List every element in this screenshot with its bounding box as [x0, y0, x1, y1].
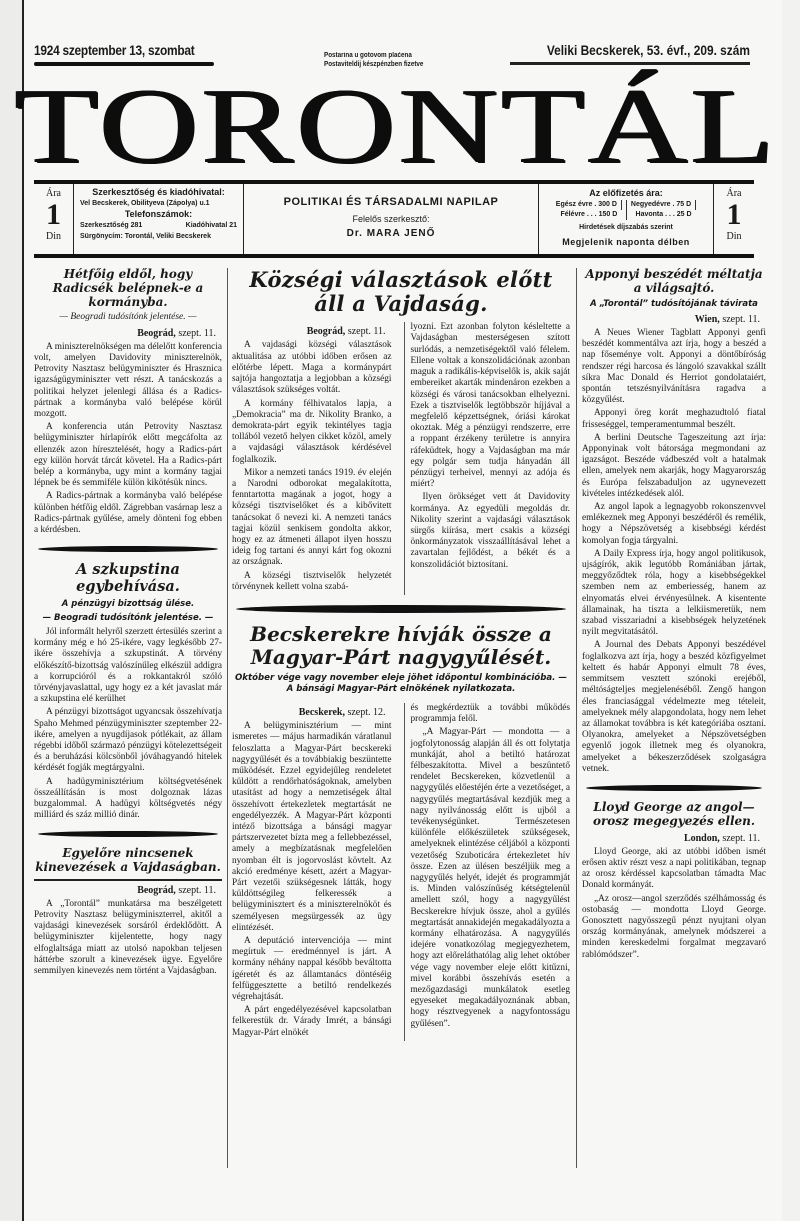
- price-amount: 1: [726, 198, 742, 231]
- paper-subtitle: POLITIKAI ÉS TÁRSADALMI NAPILAP: [283, 196, 499, 208]
- article-kicker: — Beogradi tudósítónk jelentése. —: [42, 612, 214, 623]
- paragraph: A miniszterelnökségen ma délelőtt konferencia volt, amelyen Davidovity miniszterelnök, Petrovity Nasztasz belügyminiszter és Hrasznica igazságügyminiszter vett részt. A tanácskozás a politikai helyzet jelenlegi állása és a Radics-pártnak a kormányba való belépése körül mozgott.: [34, 341, 222, 420]
- editor-label: Felelős szerkesztő:: [352, 214, 430, 224]
- subscription-title: Az előfizetés ára:: [589, 188, 663, 198]
- paragraph: A hadügyminisztérium költségvetésének összeállításán is most dolgoznak lázas buzgalommal. A hadügyi költségvetés négy milliárd és száz millió dinár.: [34, 776, 222, 821]
- dateline-date: szept. 11.: [722, 832, 760, 844]
- article-headline: Apponyi beszédét méltatja a világsajtó.: [585, 267, 763, 295]
- subtitle-box: [244, 184, 539, 254]
- price-amount: 1: [46, 198, 61, 231]
- article-lloyd-george: [582, 801, 766, 961]
- section-divider: [38, 546, 218, 552]
- article-headline: Hétfőig eldől, hogy Radicsék belépnek-e a kormányba.: [52, 267, 204, 309]
- postage-line-2: Postaviteldij készpénzben fizetve: [324, 61, 424, 68]
- dateline-date: szept. 11.: [722, 313, 760, 325]
- dateline-date: szept. 11.: [178, 884, 216, 896]
- newspaper-title: TORONTÁL: [14, 67, 778, 186]
- article-kicker: — Beogradi tudósítónk jelentése. —: [59, 312, 197, 323]
- paragraph: A Neues Wiener Tagblatt Apponyi genfi beszédét kommentálva azt írja, hogy a beszéd a nap főseménye volt. Apponyi a döntőbíróság rendszer régi harcosa és lángoló szavakkal szállt síkra Mac Donald és Herriot gondolataiért, spontán tetszésnyilvánításra ragadva a közgyűlést.: [582, 328, 766, 406]
- price-box-right: [714, 184, 754, 254]
- article-dateline: [34, 328, 216, 339]
- article-dateline: [582, 833, 760, 844]
- article-radics: [34, 268, 222, 536]
- section-divider: [236, 605, 566, 613]
- right-column: [582, 268, 766, 963]
- dateline-date: szept. 11.: [347, 326, 386, 338]
- dateline-city: Beográd,: [137, 884, 176, 896]
- postage-line-1: Postarina u gotovom plaćena: [324, 52, 412, 59]
- article-headline: A szkupstina egybehívása.: [76, 561, 180, 595]
- paragraph: Az angol lapok a legnagyobb rokonszenvvel emlékeznek meg Apponyi beszédéről és remélik, hogy a Népszövetség a kisebbségi kérdést komolyan fogja tárgyalni.: [582, 502, 766, 546]
- article-dateline: [582, 314, 760, 325]
- article-lead: Október vége vagy november eleje jöhet időpontul kombinációba. — A bánsági Magyar-Párt elnökének nyilatkozata.: [234, 672, 568, 694]
- contact-address: Vel Becskerek, Obilityeva (Zápolya) u.1: [80, 200, 210, 207]
- section-divider: [586, 785, 762, 791]
- paragraph: „Az orosz—angol szerződés szélhámosság és ostobaság — mondotta Lloyd George. Gonosztett nagyösszegű pénzt nyujtani olyan ország kormányának, amelynek módszerei a minden kereskedelmi forgalmat megzavaró rablómódszer”.: [582, 893, 766, 960]
- column-divider: [227, 268, 228, 1168]
- paragraph: Apponyi öreg korát meghazudtoló fiatal frisseséggel, temperamentummal beszélt.: [582, 408, 766, 430]
- article-headline: Becskerekre hívják össze a Magyar-Párt nagygyűlését.: [250, 621, 552, 669]
- issue-number: Veliki Becskerek, 53. évf., 209. szám: [546, 42, 750, 58]
- header-info-band: [34, 180, 754, 258]
- paragraph: A községi tisztviselők helyzetét törvénynek kellett volna szabá-: [232, 570, 392, 592]
- paragraph: A deputáció intervenciója — mint megírtuk — eredménnyel is járt. A kormány néhány nappal később beváltotta ígéretét és az államtanács döntéséig felfüggesztette a betiltó rendelkezés végrehajtását.: [232, 936, 392, 1003]
- article-headline: Községi választások előtt áll a Vajdaság.: [249, 267, 553, 317]
- paragraph: A vajdasági községi választások aktualitása az utóbbi időben erősen az előtérbe lépett. Maga a kormánypárt sajtója hangoztatja a legjobban a községi választások szükséges voltát.: [232, 340, 392, 396]
- article-kicker: A „Torontál” tudósítójának távirata: [590, 298, 758, 309]
- article-headline: Lloyd George az angol—orosz megegyezés ellen.: [592, 799, 756, 828]
- article-kozsegi-valasztasok: [232, 268, 570, 595]
- column-divider: [576, 268, 577, 1168]
- article-dateline: [34, 885, 216, 896]
- subscription-box: [539, 184, 714, 254]
- newspaper-page: [14, 0, 782, 1221]
- dateline-date: szept. 12.: [347, 706, 386, 718]
- phones-title: Telefonszámok:: [124, 209, 193, 219]
- paragraph: Jól informált helyről szerzett értesülés szerint a kormány még e hó 25-ikére, vagy legkésőbb 27-ikére összehívja a szkupstinát. A törvény előkészítő-bizottság valószínűleg elkészül addigra a korrupcióról és a rokkantakról szóló törvényjavaslattal, ugy hogy ez a két javaslat már a szkupstina elé kerülhet: [34, 627, 222, 705]
- paragraph: A pénzügyi bizottságot ugyancsak összehívatja Spaho Mehmed pénzügyminiszter szeptember 22-ikére, amelyen a nyugdíjasok pótlékait, az állam régebbi időből származó pénzügyi kötelezettségeit és a beruházási kölcsönből jóváhagyandó hitelek kérdését fogják megtárgyalni.: [34, 707, 222, 774]
- dateline-city: Beográd,: [306, 326, 346, 338]
- article-headline: Egyelőre nincsenek kinevezések a Vajdaságban.: [35, 846, 221, 875]
- article-dateline: [232, 707, 386, 718]
- middle-column: [232, 268, 570, 1041]
- top-line: [34, 42, 772, 70]
- paragraph: lyozni. Ezt azonban folyton késleltette a Vajdaságban mesterségesen szított surlódás, a nemzetiségektől való félelem. Ellene voltak a konszolidációnak azonban maguk a radikális-képviselők is, akik saját embereiket akarták mindenáron ezekben a községi és városi tanácsokban elhelyezni. Ezek a tisztviselők legtöbbször híjjával a megfelelő képzettségnek, óriási károkat okoztak. Még a pénzügyi rendszerre, erre a roppant érzékeny területre is annyira ráfeküdtek, hogy a Vajdaságban ma már egy polgár sem tudja hányadán áll pénzügyi terheivel, mennyi az adója és miért?: [410, 322, 570, 490]
- issue-date: 1924 szeptember 13, szombat: [34, 42, 195, 58]
- article-dateline: [232, 326, 386, 337]
- price-year: Egész évre . 300 D: [556, 200, 622, 210]
- paragraph: A párt engedélyezésével kapcsolatban felkerestük dr. Várady Imrét, a bánsági Magyar-Párt elnökét: [232, 1005, 392, 1038]
- headline-rule: [34, 879, 222, 881]
- dateline-date: szept. 11.: [178, 327, 216, 339]
- masthead: [14, 67, 778, 186]
- paragraph: Ilyen örökséget vett át Davidovity kormánya. Az egyedüli megoldás dr. Nikolity szerint a vajdasági választások sürgős kiírása, mert csakis a községi önkormányzatok visszaállításával lehet a zavartalan fejlődést, a békét és a konszolidációt biztosítani.: [410, 492, 570, 570]
- dateline-city: Wien,: [694, 313, 720, 325]
- paragraph: A belügyminisztérium — mint ismeretes — május harmadikán váratlanul feloszlatta a Magyar-Párt becskereki nagygyűlését és a továbbiakig beszüntette működését. Ezzel egyidejűleg rendeletet küldött a rendőrhatóságoknak, amelyben utasítást ad hogy a nemzetiségek által összehívott értekezletek megtartását ne engedélyezzék. A Magyar-Párt központi intéző bizottsága a bánsági magyar pártszervezetet bízta meg a fellebbezéssel, amely a megbízatásnak megfelelően nyomban élt is jogorvoslást kövtelt. Az akció eredménye késett, azért a Magyar-Párt vezetői szükségesnek látták, hogy küldöttségileg felkeressék a belügyminisztert és a miniszterelnököt és személyesen megsürgessék az ügy elintézését.: [232, 721, 392, 933]
- dateline-city: Becskerek,: [298, 706, 345, 718]
- left-column: [34, 268, 222, 979]
- issue-rule: [510, 62, 750, 65]
- dateline-city: London,: [683, 832, 720, 844]
- paragraph: Mikor a nemzeti tanács 1919. év elején a Narodni odborokat megalakította, fenntartotta magának a jogot, hogy a községi tisztviselőket és a kibővitett tanácsokat ő nevezi ki. A nemzeti tanács tagjai közül senkisem gondolta akkor, hogy ez az átmeneti állapot ilyen hosszu ideig fog tartani és annyi kárt fog okozni az országnak.: [232, 467, 392, 568]
- price-label: Ára: [726, 188, 742, 199]
- editor-name: Dr. MARA JENŐ: [346, 228, 436, 239]
- paragraph: A kormány félhivatalos lapja, a „Demokracia” ma dr. Nikolity Branko, a demokrata-párt egyik tekintélyes tagja tollából vezető helyen cikket közöl, amely a vajdasági választások kérdésével foglalkozik.: [232, 398, 392, 465]
- price-currency: Din: [46, 231, 61, 242]
- price-label: Ára: [46, 188, 61, 199]
- price-quarter: Negyedévre . 75 D: [631, 200, 696, 210]
- price-currency: Din: [726, 231, 742, 242]
- paragraph: A konferencia után Petrovity Nasztasz belügyminiszter hírlapírók előtt megcáfolta az ellenzék azon híresztelését, hogy a Radics-párt egy külön horvát tárcát követel. Ha a Radics-párt belép a kormányba, ugy mint a kormány tagjai lépnek be és semmiféle külön kikötésük nincs.: [34, 422, 222, 489]
- paragraph: A berlini Deutsche Tageszeitung azt írja: Apponyinak volt bátorsága megmondani az igazságot. Beszéde vádbeszéd volt a hatalmak ellen, amelyek nem akarják, hogy Magyarország és Európa felszabaduljon az ugynevezett kivételes intézkedések alól.: [582, 432, 766, 499]
- section-divider: [38, 831, 218, 837]
- paragraph: A „Torontál” munkatársa ma beszélgetett Petrovity Nasztasz belügyminiszterrel, akitől a vajdasági kinevezések sorsáról érdeklődött. A belügyminiszter kijelentette, hogy nagy elfoglaltsága miatt az utolsó napokban teljesen háttérbe szorult a kinevezések ügye. Egyelőre semmilyen kinevezés nem történt a Vajdaságban.: [34, 898, 222, 976]
- contact-box: [74, 184, 244, 254]
- publication-schedule: Megjelenik naponta délben: [562, 237, 690, 247]
- price-box-left: [34, 184, 74, 254]
- date-rule: [34, 62, 214, 66]
- paragraph: A Daily Express írja, hogy angol politikusok, ujságírók, akik legutóbb Romániában jártak, meggyőződtek róla, hogy a kisebbségekkel szemben nem az emberiesség, hanem az elnyomatás elvei érvényesülnek. A kisentente államainak, ha tiszta a lelkiismeretük, nem szabad visszariadni a kisebbségek helyzetének nyilt megvitatásától.: [582, 548, 766, 638]
- paragraph: A Journal des Debats Apponyi beszédével foglalkozva azt írja, hogy a beszéd közfigyelmet keltett és habár Apponyi elmult 78 éves, semmitsem vesztett szónoki erejéből, méltóságteljes megjelenéséből. Zengő hangon éles franciasággal védelmezte meg tételeit, amelyeknek mély alapgondolata, hogy nem lehet az államokat továbbra is két kategóriába osztani. Olyanokra, amelyeket a Népszövetségben egyenlő jogok illetnek meg és olyanokra, amelyeket a békeszerződések szolgaságra vetnek.: [582, 640, 766, 774]
- paragraph: és megkérdeztük a további működés programmja felől.: [410, 702, 570, 725]
- price-month: Havonta . . . 25 D: [635, 211, 692, 218]
- phone-editorial: Szerkesztőség 281: [80, 222, 143, 229]
- article-subhead: A pénzügyi bizottság ülése.: [61, 598, 195, 609]
- ads-note: Hirdetések díjszabás szerint: [579, 224, 673, 231]
- article-apponyi: [582, 268, 766, 775]
- article-kinevezesek: [34, 847, 222, 977]
- contact-title: Szerkesztőség és kiadóhivatal:: [92, 187, 225, 197]
- article-szkupstina: [34, 562, 222, 821]
- phone-publisher: Kiadóhivatal 21: [185, 222, 237, 229]
- paragraph: Lloyd George, aki az utóbbi időben ismét erősen aktiv részt vesz a napi politikában, tegnap az orosz kérdéssel kapcsolatban támadta Mac Donald kormányát.: [582, 846, 766, 891]
- price-half-year: Félévre . . . 150 D: [560, 211, 618, 218]
- dateline-city: Beográd,: [137, 327, 176, 339]
- article-magyar-part: [232, 623, 570, 1041]
- paragraph: A Radics-pártnak a kormányba való belépése különben hétfőig eldől. Zágrebban vasárnap lesz a Radics-pártnak gyűlése, amely dönteni fog ebben a kérdésben.: [34, 491, 222, 536]
- paragraph: „A Magyar-Párt — mondotta — a jogfolytonosság alapján áll és ott folytatja munkáját, ahol a betiltó határozat félbeszakította. Mivel a beszüntető rendelet Becskereken, közvetlenül a nagygyűlés előestéjén érte a vezetőséget, a nagygyűlés megtartásával kezdjük meg a nagy nyilvánosság előtt is ujból a tevékenységünket. Természetesen különféle előkészületek szükségesek, amelyeknek elintézése céljából a központi vezetőség Szuboticára értekezletet hív össze. Ezen az ülésen beszéljük meg a nagygyűlés helyét, idejét és programmját is. Minden valószínűség kétségtelenül amellett szól, hogy a nagygyűlést Becskerekre hívjuk össze, ahol a gyűlés megtartását annakidején megakadályozta a kormány elhatározása. A nagygyűlés idejére vonatkozólag megjegyezhetem, hogy azt előreláthatólag alig lehet október vége vagy november eleje előtt kitűzni, mivel korábbi összehívás esetén a mezőgazdasági munkálatok esetleg egyeseket megakadályoznának abban, hogy résztvegyenek a nagyfontosságu gyűlésen”.: [410, 727, 570, 1029]
- telegram-address: Sürgönycím: Torontál, Veliki Becskerek: [80, 233, 211, 240]
